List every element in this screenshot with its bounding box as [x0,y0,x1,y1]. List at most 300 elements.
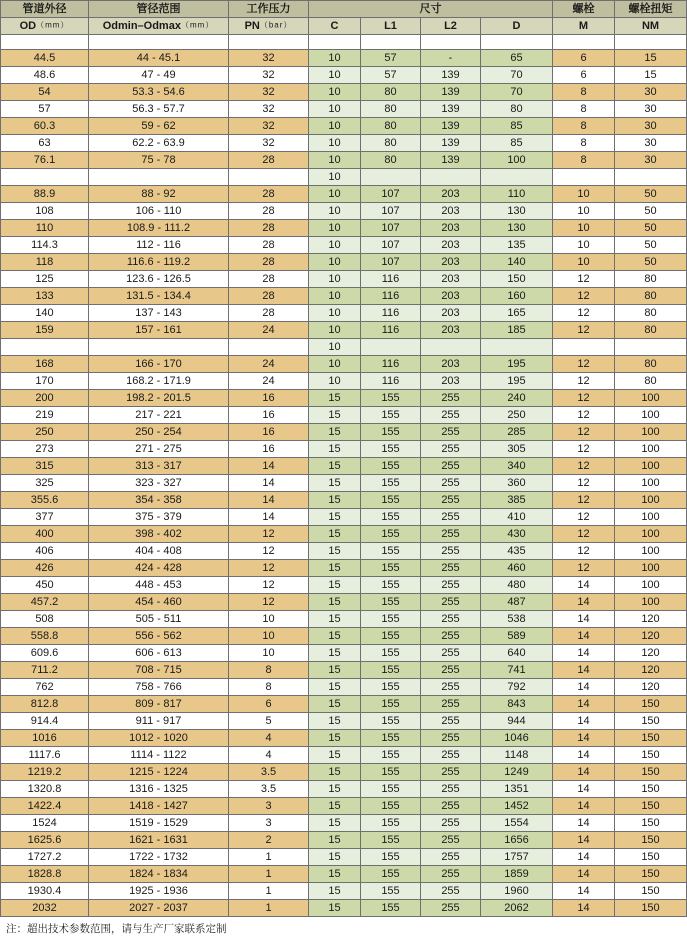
table-cell: 155 [361,730,421,747]
table-cell: 12 [229,577,309,594]
table-cell: 10 [553,186,615,203]
table-cell: 1452 [481,798,553,815]
table-cell [309,35,361,50]
table-cell: 10 [553,237,615,254]
table-cell: 100 [615,492,687,509]
table-cell: 255 [421,526,481,543]
table-cell: 15 [309,492,361,509]
table-cell: 120 [615,662,687,679]
table-cell: 131.5 - 134.4 [89,288,229,305]
table-cell: 4 [229,747,309,764]
table-cell: 116 [361,322,421,339]
table-cell: 155 [361,509,421,526]
table-cell: 385 [481,492,553,509]
table-cell: 65 [481,50,553,67]
table-row [1,900,687,917]
table-cell: 80 [615,322,687,339]
table-cell: 203 [421,203,481,220]
table-cell: 110 [1,220,89,237]
table-cell: 255 [421,577,481,594]
table-cell: 116 [361,288,421,305]
table-cell: 24 [229,322,309,339]
table-cell: 15 [309,458,361,475]
table-cell: 116 [361,271,421,288]
table-cell: 16 [229,424,309,441]
table-cell: 12 [553,526,615,543]
table-cell: 10 [309,84,361,101]
table-cell: 30 [615,84,687,101]
table-row [1,152,687,169]
table-cell: 792 [481,679,553,696]
table-cell: 6 [553,67,615,84]
table-cell: 28 [229,152,309,169]
table-cell: 32 [229,67,309,84]
table-cell: 28 [229,237,309,254]
table-row [1,662,687,679]
table-cell: 15 [309,577,361,594]
table-row [1,713,687,730]
table-cell: 155 [361,526,421,543]
table-cell: 116 [361,373,421,390]
table-cell: 14 [553,832,615,849]
table-cell: 15 [309,628,361,645]
table-cell: 15 [309,611,361,628]
table-cell: 28 [229,271,309,288]
table-cell: 28 [229,186,309,203]
table-cell: 139 [421,67,481,84]
table-cell: 255 [421,543,481,560]
table-cell: 150 [615,730,687,747]
table-cell: 10 [309,356,361,373]
table-cell: 155 [361,645,421,662]
table-cell: 120 [615,611,687,628]
table-cell: 155 [361,781,421,798]
table-cell: 203 [421,305,481,322]
table-cell: 15 [309,424,361,441]
table-cell: 14 [553,645,615,662]
table-cell: 1114 - 1122 [89,747,229,764]
table-cell: 255 [421,696,481,713]
table-cell: 150 [481,271,553,288]
table-cell: 130 [481,220,553,237]
table-cell: 195 [481,356,553,373]
table-row [1,611,687,628]
table-cell: 203 [421,186,481,203]
table-cell: 108.9 - 111.2 [89,220,229,237]
table-cell: 54 [1,84,89,101]
table-row [1,220,687,237]
table-cell: 400 [1,526,89,543]
header-col-m: M [553,18,615,35]
table-cell: 758 - 766 [89,679,229,696]
table-cell: 88.9 [1,186,89,203]
table-cell: 44 - 45.1 [89,50,229,67]
table-cell: 14 [553,594,615,611]
table-row [1,101,687,118]
table-cell: 100 [615,458,687,475]
table-row [1,849,687,866]
header-group-range: 管径范围 [89,1,229,18]
table-cell [481,35,553,50]
table-cell: 1722 - 1732 [89,849,229,866]
table-cell: 155 [361,407,421,424]
table-cell: 1 [229,883,309,900]
table-cell: 240 [481,390,553,407]
table-cell: 12 [553,407,615,424]
header-col-od-unit: （mm） [36,20,70,30]
table-cell: 14 [553,849,615,866]
table-cell: 5 [229,713,309,730]
table-cell: 538 [481,611,553,628]
header-col-c: C [309,18,361,35]
table-cell: 1 [229,866,309,883]
table-cell: 354 - 358 [89,492,229,509]
table-cell: 14 [553,577,615,594]
table-cell: 255 [421,713,481,730]
table-cell: 10 [309,254,361,271]
table-cell: 10 [309,288,361,305]
table-cell: 10 [309,118,361,135]
table-cell: 15 [309,560,361,577]
table-cell: 15 [309,526,361,543]
table-cell: 14 [553,764,615,781]
table-cell: 255 [421,730,481,747]
table-cell: 1824 - 1834 [89,866,229,883]
table-cell: 10 [309,186,361,203]
table-cell: 14 [553,628,615,645]
table-cell: 1930.4 [1,883,89,900]
header-col-od-label: OD [19,19,37,32]
table-cell: 15 [309,900,361,917]
table-cell: 8 [553,101,615,118]
table-cell: 155 [361,611,421,628]
header-col-od [1,18,89,35]
table-cell: 12 [553,305,615,322]
table-cell: 1656 [481,832,553,849]
table-cell: 6 [229,696,309,713]
table-cell: 155 [361,390,421,407]
table-cell: 1320.8 [1,781,89,798]
table-cell: 150 [615,713,687,730]
table-cell: 32 [229,84,309,101]
table-cell: 15 [309,713,361,730]
table-cell: 217 - 221 [89,407,229,424]
table-cell [229,35,309,50]
table-cell: 32 [229,101,309,118]
table-cell: 14 [229,475,309,492]
table-cell: 170 [1,373,89,390]
table-cell: 100 [615,424,687,441]
table-cell: 10 [309,322,361,339]
table-cell: 80 [481,101,553,118]
table-cell: 1621 - 1631 [89,832,229,849]
table-cell: 3 [229,815,309,832]
table-cell: 14 [553,611,615,628]
table-cell: 100 [615,509,687,526]
table-cell: 12 [553,424,615,441]
table-cell: 120 [615,679,687,696]
table-cell: 1117.6 [1,747,89,764]
header-group-torque: 螺栓扭矩 [615,1,687,18]
table-cell: 56.3 - 57.7 [89,101,229,118]
table-cell: 250 [1,424,89,441]
table-cell: 360 [481,475,553,492]
table-cell: 15 [309,390,361,407]
header-col-range [89,18,229,35]
table-row [1,203,687,220]
table-cell: 14 [553,815,615,832]
table-cell: 185 [481,322,553,339]
table-cell: 57 [1,101,89,118]
table-cell: 255 [421,475,481,492]
table-cell: 80 [615,288,687,305]
table-header [1,1,687,35]
table-cell: 377 [1,509,89,526]
table-cell: 116.6 - 119.2 [89,254,229,271]
table-cell: 741 [481,662,553,679]
table-cell: 100 [615,441,687,458]
table-cell: 155 [361,594,421,611]
table-cell [481,339,553,356]
table-cell: 150 [615,849,687,866]
table-row [1,169,687,186]
table-cell: 3.5 [229,764,309,781]
table-cell: 843 [481,696,553,713]
table-cell: 120 [615,645,687,662]
table-cell: 159 [1,322,89,339]
table-cell: 155 [361,662,421,679]
table-cell: 50 [615,186,687,203]
table-cell: 32 [229,118,309,135]
table-cell: 15 [309,849,361,866]
table-cell: 273 [1,441,89,458]
table-cell: 150 [615,764,687,781]
table-cell: 203 [421,356,481,373]
table-cell: 80 [615,373,687,390]
table-cell [229,169,309,186]
table-cell: 15 [309,475,361,492]
table-cell: 14 [553,730,615,747]
table-cell: 59 - 62 [89,118,229,135]
table-cell: 15 [309,815,361,832]
table-cell: 80 [615,356,687,373]
table-cell: 100 [481,152,553,169]
table-cell: 8 [553,84,615,101]
table-row [1,135,687,152]
table-cell: 2032 [1,900,89,917]
table-cell: 63 [1,135,89,152]
table-cell: 15 [309,594,361,611]
table-cell: 120 [615,628,687,645]
table-cell: 125 [1,271,89,288]
table-cell: 3 [229,798,309,815]
table-cell: 100 [615,475,687,492]
table-cell: 2 [229,832,309,849]
table-cell: 80 [361,84,421,101]
table-row [1,730,687,747]
table-cell: 16 [229,390,309,407]
table-cell: 12 [229,543,309,560]
table-cell: 10 [309,67,361,84]
table-cell: 1828.8 [1,866,89,883]
table-cell: 10 [309,152,361,169]
table-cell: 114.3 [1,237,89,254]
table-row [1,866,687,883]
table-body [1,35,687,917]
table-row [1,492,687,509]
table-cell: 107 [361,186,421,203]
table-cell: 100 [615,390,687,407]
table-cell: 14 [553,662,615,679]
table-row [1,594,687,611]
table-cell: 708 - 715 [89,662,229,679]
table-cell: 430 [481,526,553,543]
table-cell: 315 [1,458,89,475]
table-cell: 15 [309,798,361,815]
table-cell: 24 [229,373,309,390]
table-cell: 255 [421,883,481,900]
table-cell [615,339,687,356]
table-cell: 150 [615,866,687,883]
table-row [1,458,687,475]
table-cell: 15 [309,764,361,781]
table-cell: 255 [421,390,481,407]
table-cell: 15 [615,67,687,84]
table-cell: 12 [553,458,615,475]
table-cell: 165 [481,305,553,322]
table-cell: 589 [481,628,553,645]
table-cell: 30 [615,101,687,118]
header-col-pn-unit: （bar） [259,20,293,30]
table-cell: 1625.6 [1,832,89,849]
table-cell [481,169,553,186]
table-cell: 155 [361,628,421,645]
table-cell: 1316 - 1325 [89,781,229,798]
table-row [1,815,687,832]
header-col-d: D [481,18,553,35]
table-cell: 110 [481,186,553,203]
table-row [1,475,687,492]
table-cell: 157 - 161 [89,322,229,339]
table-cell: 487 [481,594,553,611]
table-cell: 57 [361,67,421,84]
table-cell: 460 [481,560,553,577]
table-cell: 1046 [481,730,553,747]
table-cell: 255 [421,424,481,441]
table-cell [1,169,89,186]
table-cell: 323 - 327 [89,475,229,492]
table-row [1,373,687,390]
table-cell: 1351 [481,781,553,798]
table-cell: 3.5 [229,781,309,798]
table-row [1,543,687,560]
table-cell: 914.4 [1,713,89,730]
table-cell: 12 [553,356,615,373]
table-cell: 255 [421,866,481,883]
table-cell: 480 [481,577,553,594]
table-row [1,526,687,543]
table-cell: 32 [229,50,309,67]
table-cell: 107 [361,254,421,271]
table-cell: 15 [309,696,361,713]
header-group-row [1,1,687,18]
table-cell: 14 [553,883,615,900]
table-cell: 255 [421,679,481,696]
table-cell: 255 [421,849,481,866]
table-row [1,424,687,441]
table-row [1,696,687,713]
table-cell: 44.5 [1,50,89,67]
table-row [1,441,687,458]
table-cell: 1727.2 [1,849,89,866]
table-cell: 118 [1,254,89,271]
table-cell: 50 [615,220,687,237]
table-cell: 1148 [481,747,553,764]
table-cell: 1925 - 1936 [89,883,229,900]
table-cell: 133 [1,288,89,305]
table-cell: 15 [309,730,361,747]
table-cell: 255 [421,645,481,662]
table-cell: 80 [361,118,421,135]
table-cell: 75 - 78 [89,152,229,169]
table-row [1,407,687,424]
table-cell: 255 [421,492,481,509]
table-cell: 255 [421,747,481,764]
table-cell: 14 [553,900,615,917]
table-cell: 14 [553,713,615,730]
table-cell: 15 [309,645,361,662]
table-row [1,628,687,645]
table-cell [229,339,309,356]
table-cell: 12 [553,390,615,407]
table-cell: 14 [553,696,615,713]
table-cell [361,169,421,186]
table-cell [615,35,687,50]
table-cell: 139 [421,101,481,118]
table-row [1,271,687,288]
table-row [1,35,687,50]
table-cell: 255 [421,781,481,798]
table-cell: 15 [309,747,361,764]
table-cell: 168.2 - 171.9 [89,373,229,390]
table-cell: 155 [361,764,421,781]
table-cell: 8 [553,152,615,169]
table-cell: 166 - 170 [89,356,229,373]
table-cell: 100 [615,577,687,594]
table-cell: 60.3 [1,118,89,135]
table-cell: 62.2 - 63.9 [89,135,229,152]
table-cell: 10 [553,220,615,237]
table-cell [421,169,481,186]
table-cell: 219 [1,407,89,424]
table-cell: 1554 [481,815,553,832]
table-cell: 12 [553,288,615,305]
table-cell: 1519 - 1529 [89,815,229,832]
table-cell: 255 [421,560,481,577]
table-row [1,679,687,696]
table-cell: 10 [309,339,361,356]
table-cell: 155 [361,441,421,458]
table-cell: 556 - 562 [89,628,229,645]
table-cell: 12 [553,475,615,492]
table-cell: 1215 - 1224 [89,764,229,781]
table-cell: 305 [481,441,553,458]
table-cell: 107 [361,203,421,220]
table-cell: 255 [421,407,481,424]
table-cell: 255 [421,611,481,628]
table-cell: 15 [309,662,361,679]
table-cell: 140 [1,305,89,322]
